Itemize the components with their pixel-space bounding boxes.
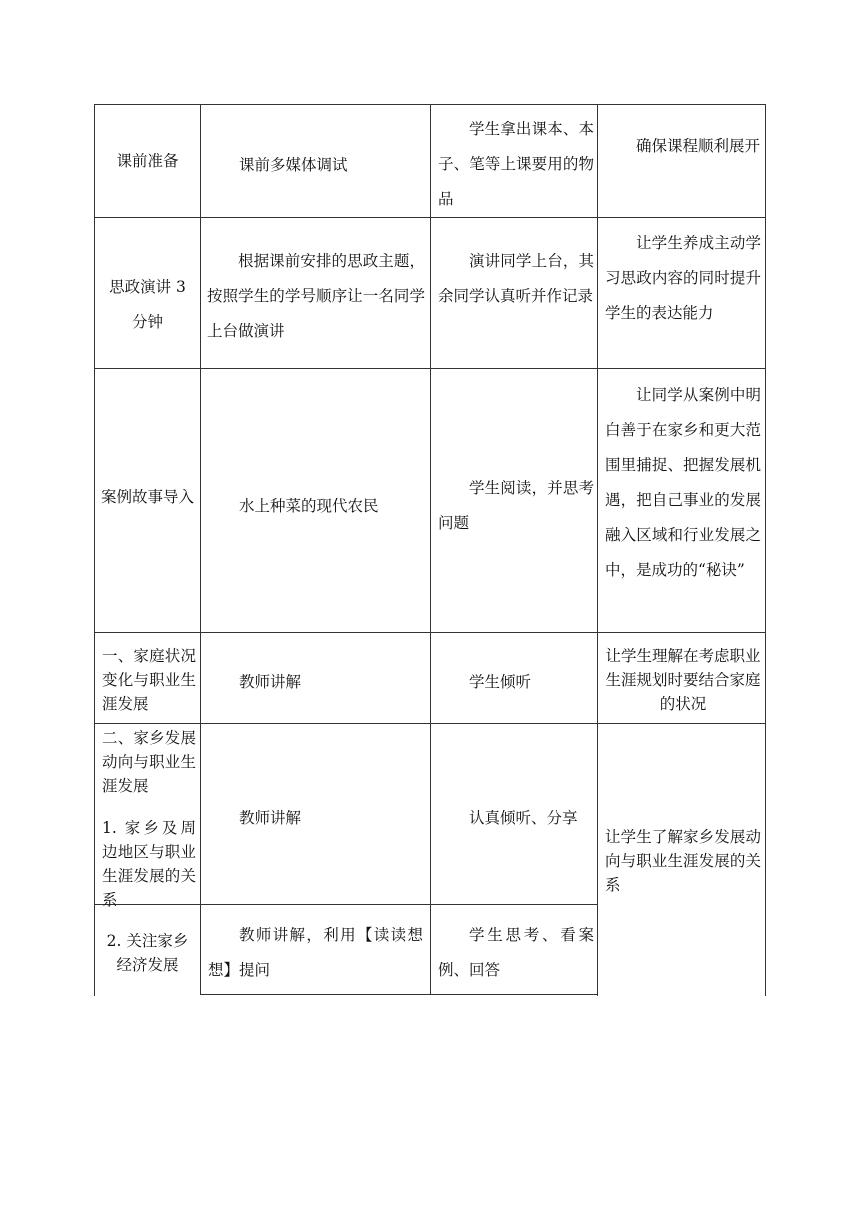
table-cell-stage-subsection: 1. 家乡及周边地区与职业生涯发展的关系 — [102, 819, 196, 909]
table-border-right — [765, 104, 766, 996]
table-cell-teacher: 教师讲解，利用【读读想想】提问 — [208, 926, 423, 979]
table-border-col3 — [597, 104, 598, 996]
table-cell-purpose: 确保课程顺利展开 — [636, 137, 761, 155]
table-cell-stage: 思政演讲 3 分钟 — [109, 278, 186, 331]
row-divider — [94, 217, 766, 218]
table-cell-teacher: 教师讲解 — [239, 809, 302, 827]
table-cell-student: 学生拿出课本、本子、笔等上课要用的物品 — [438, 120, 594, 208]
table-cell-purpose: 让学生理解在考虑职业生涯规划时要结合家庭的状况 — [605, 647, 761, 713]
table-border-left — [94, 104, 95, 996]
table-cell-student: 学生阅读，并思考问题 — [438, 479, 594, 532]
table-cell-stage: 案例故事导入 — [100, 488, 194, 506]
table-cell-teacher: 教师讲解 — [239, 673, 302, 691]
table-cell-teacher: 水上种菜的现代农民 — [239, 497, 379, 515]
table-cell-stage-title: 二、家乡发展动向与职业生涯发展 — [102, 729, 196, 795]
table-cell-purpose-merged: 让学生了解家乡发展动向与职业生涯发展的关系 — [605, 828, 761, 894]
table-cell-teacher: 根据课前安排的思政主题，按照学生的学号顺序让一名同学上台做演讲 — [207, 252, 425, 340]
table-cell-student: 演讲同学上台，其余同学认真听并作记录 — [438, 252, 594, 305]
table-cell-purpose: 让同学从案例中明白善于在家乡和更大范围里捕捉、把握发展机遇，把自己事业的发展融入区域和行业发展之中，是成功的“秘诀” — [605, 386, 761, 579]
table-border-col1 — [200, 104, 201, 995]
table-cell-stage: 2. 关注家乡经济发展 — [106, 932, 189, 974]
row-divider — [94, 723, 766, 724]
table-cell-student: 认真倾听、分享 — [469, 809, 578, 827]
table-cell-teacher: 课前多媒体调试 — [239, 156, 348, 174]
table-cell-student: 学生思考、看案例、回答 — [438, 926, 594, 979]
table-border-top — [94, 104, 766, 105]
table-border-bottom-partial — [200, 994, 598, 995]
table-cell-student: 学生倾听 — [469, 673, 532, 691]
table-border-col2 — [430, 104, 431, 995]
row-divider — [94, 368, 766, 369]
table-cell-stage: 课前准备 — [116, 152, 179, 170]
table-cell-stage: 一、家庭状况变化与职业生涯发展 — [102, 647, 196, 713]
table-cell-purpose: 让学生养成主动学习思政内容的同时提升学生的表达能力 — [605, 234, 761, 322]
row-divider — [94, 632, 766, 633]
